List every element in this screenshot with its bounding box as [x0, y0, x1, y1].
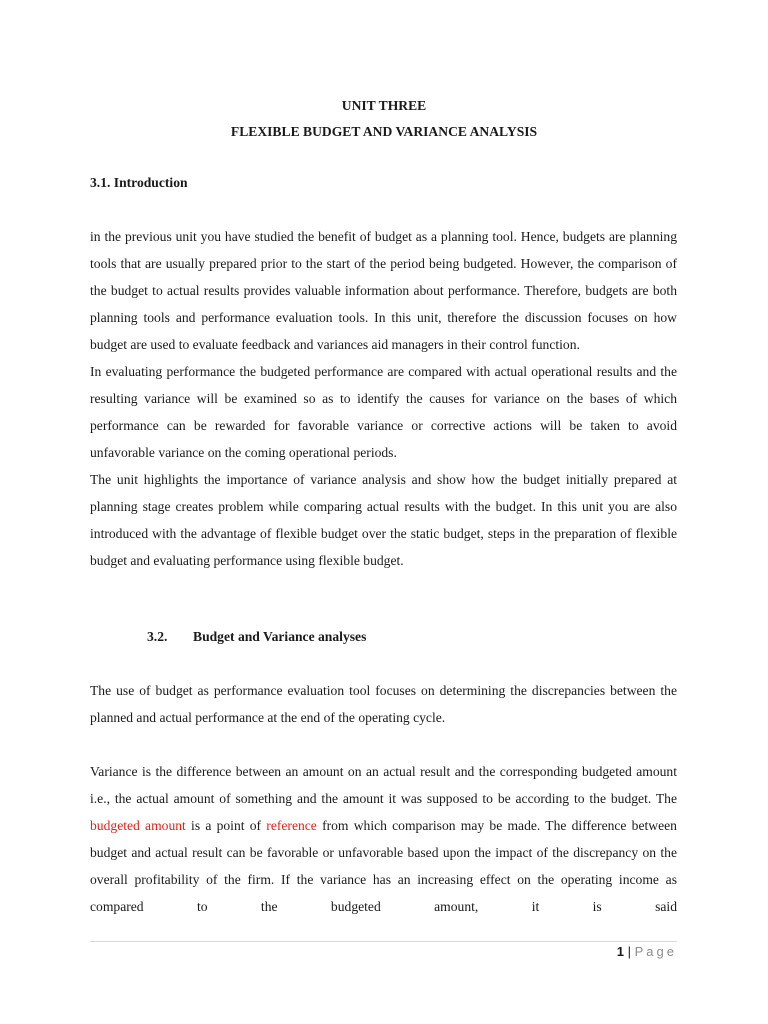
intro-paragraph-1: in the previous unit you have studied the benefit of budget as a planning tool. Hence, budgets are planning tools that are usually prepared prior to the start of the period being budgeted. However, the comparison of the budget to actual results provides valuable information about performance. Therefore, budgets are both planning tools and performance evaluation tools. In this unit, therefore the discussion focuses on how budget are used to evaluate feedback and variances aid managers in their control function.: [90, 229, 677, 352]
variance-text-1: Variance is the difference between an amount on an actual result and the corresponding budgeted amount i.e., the actual amount of something and the amount it was supposed to be according to the budget. The: [90, 764, 677, 806]
section-title: Budget and Variance analyses: [193, 629, 367, 644]
page-footer: [617, 943, 677, 961]
variance-paragraph: [90, 758, 677, 920]
section-number: 3.2.: [147, 629, 168, 644]
document-title: FLEXIBLE BUDGET AND VARIANCE ANALYSIS: [230, 124, 538, 139]
budgeted-amount-link[interactable]: budgeted amount: [90, 818, 186, 833]
intro-paragraph-2: In evaluating performance the budgeted performance are compared with actual operational results and the resulting variance will be examined so as to identify the causes for variance on the bases of which performance can be rewarded for favorable variance or corrective actions will be taken to avoid unfavorable variance on the coming operational periods.: [90, 364, 677, 460]
page-label: Page: [634, 944, 677, 959]
intro-heading: 3.1. Introduction: [90, 175, 188, 190]
section-3-2-heading: [147, 627, 366, 647]
footer-separator: |: [627, 944, 631, 959]
budget-variance-paragraph: The use of budget as performance evaluation tool focuses on determining the discrepancies between the planned and actual performance at the end of the operating cycle.: [90, 683, 677, 725]
page-number: 1: [616, 944, 624, 959]
variance-body: [90, 758, 677, 920]
variance-text-2: is a point of: [185, 818, 267, 833]
title-block: [0, 93, 768, 145]
intro-body: [90, 223, 677, 574]
unit-label: UNIT THREE: [341, 98, 427, 113]
footer-divider: [90, 941, 677, 942]
variance-text-3: from which comparison may be made. The difference between budget and actual result can be favorable or unfavorable based upon the impact of the discrepancy on the overall profitability of the firm. If the variance has an increasing effect on the operating income as compared to the budgeted amount, it is said: [90, 818, 677, 914]
budget-variance-body: [90, 677, 677, 731]
reference-link[interactable]: reference: [266, 818, 317, 833]
intro-paragraph-3: The unit highlights the importance of variance analysis and show how the budget initially prepared at planning stage creates problem while comparing actual results with the budget. In this unit you are also introduced with the advantage of flexible budget over the static budget, steps in the preparation of flexible budget and evaluating performance using flexible budget.: [90, 472, 677, 568]
